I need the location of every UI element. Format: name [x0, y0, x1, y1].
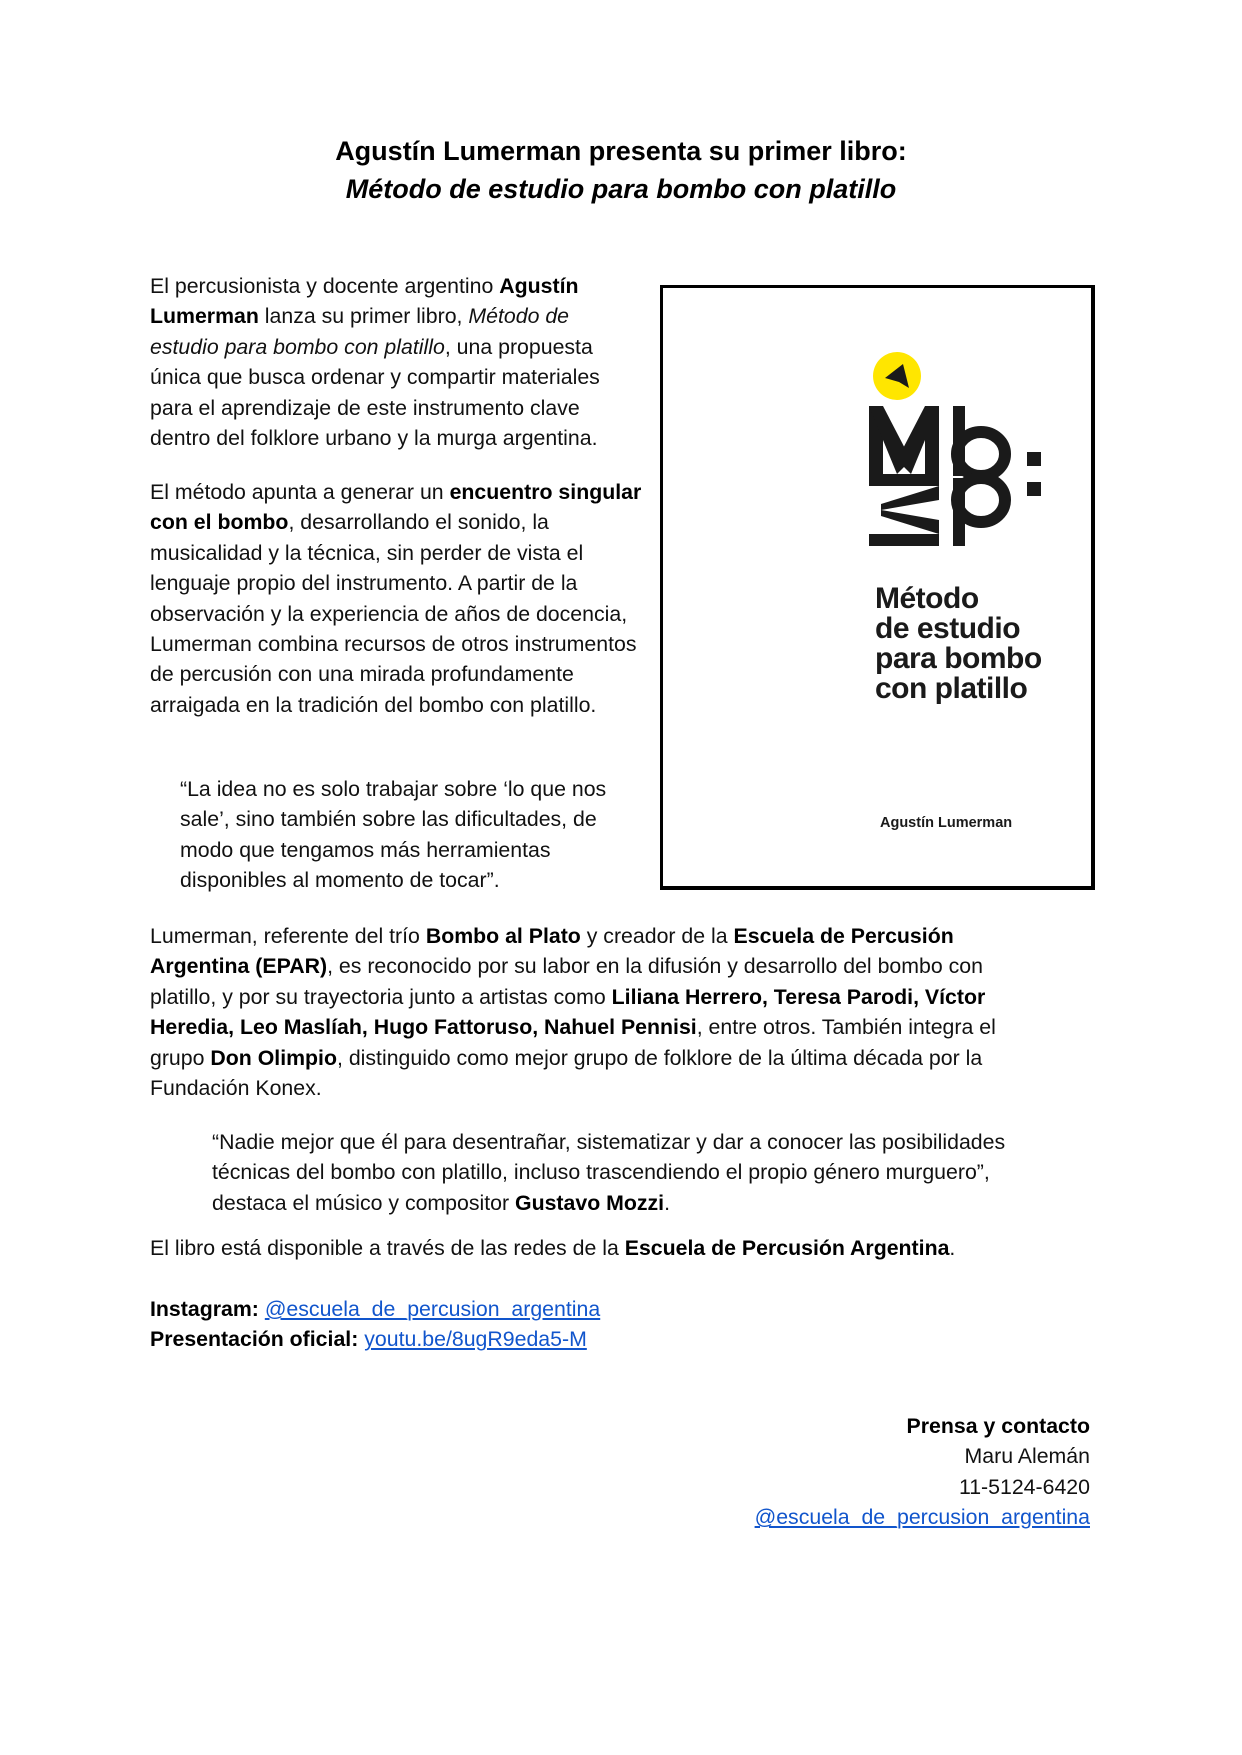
mbp-logo-icon	[869, 348, 1049, 558]
cover-author: Agustín Lumerman	[880, 815, 1013, 831]
title-line-2: Método de estudio para bombo con platillo	[345, 174, 897, 204]
contact-phone: 11-5124-6420	[958, 1474, 1090, 1499]
contact-name: Maru Alemán	[964, 1444, 1090, 1469]
mozzi-quote	[212, 1127, 1042, 1218]
availability-paragraph	[150, 1233, 1050, 1263]
letter-m-upper	[869, 406, 939, 474]
text-run: , entre otros. También integra el grupo	[150, 1015, 996, 1070]
book-title: Método de estudio para bombo con platillo	[150, 304, 570, 359]
cover-title-line: de estudio	[875, 612, 1021, 645]
cover-title-line: para bombo	[875, 642, 1042, 675]
text-run: .	[949, 1236, 956, 1260]
school-name: Escuela de Percusión Argentina (EPAR)	[150, 924, 954, 979]
youtube-link[interactable]: youtu.be/8ugR9eda5-M	[364, 1327, 587, 1352]
presentation-row	[150, 1324, 1050, 1354]
text-run: , una propuesta única que busca ordenar y compartir materiales para el aprendizaje de este instrumento clave dentro del folklore urbano y la murga argentina.	[150, 334, 600, 451]
instagram-link[interactable]: @escuela_de_percusion_argentina	[264, 1297, 601, 1321]
text-run: .	[664, 1190, 671, 1215]
bio-paragraph	[150, 921, 1050, 1103]
letter-m-lower	[869, 474, 939, 546]
text-run: El método apunta a generar un	[150, 480, 450, 504]
instagram-row	[150, 1294, 1050, 1324]
emphasis: encuentro singular con el bombo	[150, 480, 642, 535]
letter-b	[953, 406, 1005, 476]
cover-title-line: con platillo	[875, 672, 1028, 705]
text-run: y creador de la	[580, 924, 734, 948]
instagram-label: Instagram:	[150, 1297, 259, 1321]
text-run: “Nadie mejor que él para desentrañar, sistematizar y dar a conocer las posibilidades técnicas del bombo con platillo, incluso trascendiendo el propio género murguero”, destaca el músico y compositor	[212, 1130, 1006, 1215]
colon-bottom	[1027, 482, 1041, 496]
artists-list: Liliana Herrero, Teresa Parodi, Víctor Heredia, Leo Maslíah, Hugo Fattoruso, Nahuel Pennisi	[150, 984, 986, 1040]
school-name: Escuela de Percusión Argentina	[624, 1236, 950, 1260]
text-run: , desarrollando el sonido, la musicalidad y la técnica, sin perder de vista el lenguaje propio del instrumento. A partir de la observación y la experiencia de años de docencia, Lumerman combina recursos de otros instrumentos de percusión con una mirada profundamente arraigada en la tradición del bombo con platillo.	[150, 510, 637, 717]
method-paragraph	[150, 477, 645, 720]
colon-top	[1027, 452, 1041, 466]
text-run: El percusionista y docente argentino	[150, 274, 500, 298]
quoted-person: Gustavo Mozzi	[515, 1190, 665, 1215]
contact-instagram-link[interactable]: @escuela_de_percusion_argentina	[754, 1505, 1090, 1530]
title-line-1: Agustín Lumerman presenta su primer libro:	[335, 136, 907, 166]
cover-title	[875, 584, 1042, 704]
text-run: El libro está disponible a través de las redes de la	[150, 1236, 625, 1260]
intro-paragraph	[150, 271, 640, 453]
group-name: Don Olimpio	[210, 1045, 337, 1070]
trio-name: Bombo al Plato	[425, 924, 581, 948]
text-run: , es reconocido por su labor en la difusión y desarrollo del bombo con platillo, y por su trayectoria junto a artistas como	[150, 954, 983, 1009]
text-run: , distinguido como mejor grupo de folklore de la última década por la Fundación Konex.	[150, 1045, 983, 1101]
press-contact	[755, 1411, 1090, 1533]
cover-title-line: Método	[875, 582, 979, 615]
text-run: Lumerman, referente del trío	[150, 924, 426, 948]
book-cover	[660, 285, 1095, 890]
author-quote: “La idea no es solo trabajar sobre ‘lo que nos sale’, sino también sobre las dificultades, de modo que tengamos más herramientas disponibles al momento de tocar”.	[180, 777, 607, 893]
links-block	[150, 1294, 1050, 1355]
document-title	[0, 132, 1242, 208]
contact-heading: Prensa y contacto	[906, 1414, 1090, 1438]
author-name: Agustín Lumerman	[150, 274, 579, 329]
text-run: lanza su primer libro,	[258, 304, 469, 329]
presentation-label: Presentación oficial:	[150, 1327, 359, 1352]
letter-p	[953, 478, 1005, 546]
